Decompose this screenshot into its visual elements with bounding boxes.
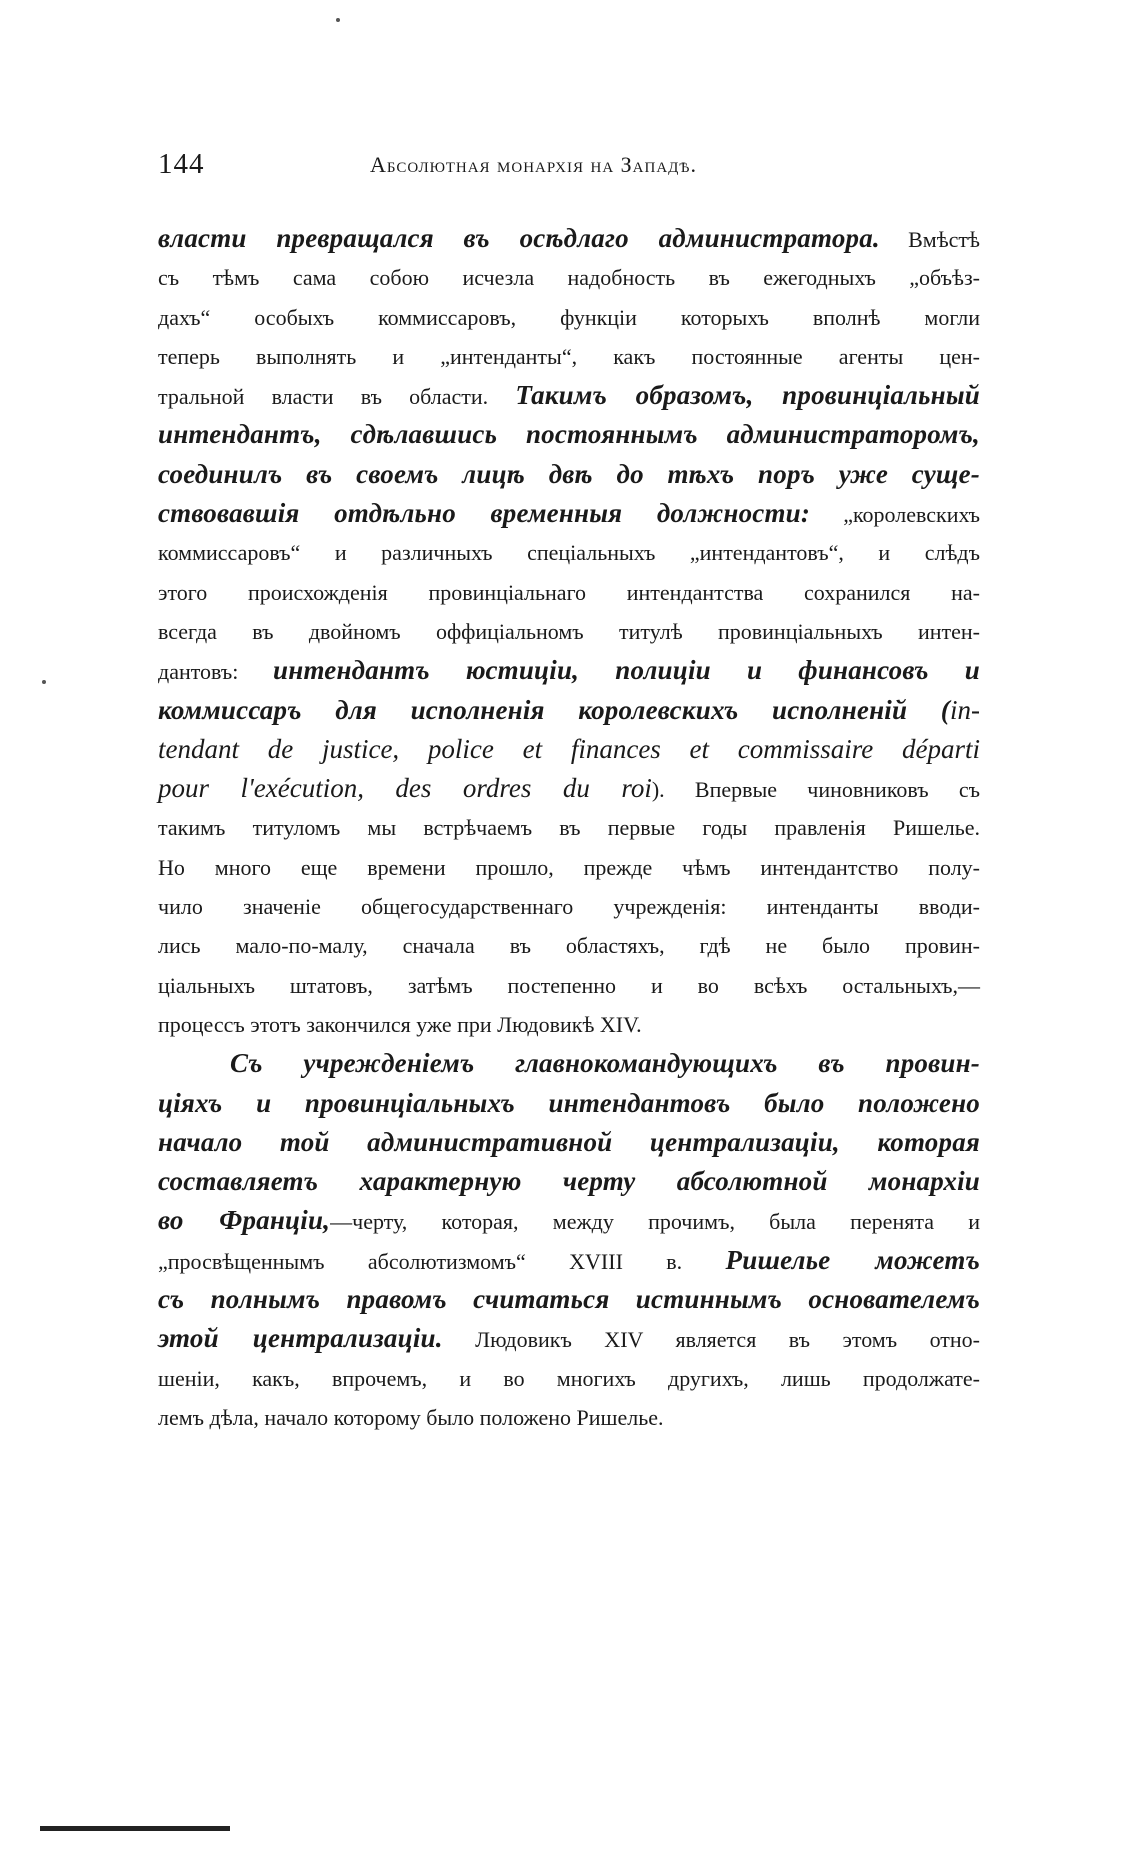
text-line (158, 1319, 980, 1358)
emphasis-run: in- (950, 694, 980, 725)
text-line (158, 573, 980, 612)
text-line (158, 1359, 980, 1398)
text-run: дантовъ: (158, 659, 274, 685)
text-line (158, 1005, 980, 1044)
text-line (158, 298, 980, 337)
emphasis-run: съ полнымъ правомъ считаться истиннымъ основателемъ (158, 1284, 980, 1315)
emphasis-run: этой централизаціи. (158, 1323, 443, 1354)
emphasis-run: tendant de justice, police et finances et commissaire départi (158, 733, 980, 764)
text-run: Вмѣстѣ (879, 227, 980, 252)
emphasis-run: начало той административной централизаціи, которая (158, 1126, 980, 1157)
text-line (158, 887, 980, 926)
text-line (158, 691, 980, 730)
emphasis-run: соединилъ въ своемъ лицѣ двѣ до тѣхъ поръ уже суще- (158, 458, 980, 489)
print-speck (336, 18, 340, 22)
text-line (158, 769, 980, 808)
text-line (158, 1044, 980, 1083)
emphasis-run: Ришелье можетъ (725, 1244, 980, 1275)
text-line (158, 1280, 980, 1319)
text-run: ціальныхъ штатовъ, затѣмъ постепенно и во всѣхъ остальныхъ,— (158, 972, 980, 998)
text-line (158, 455, 980, 494)
text-run: съ тѣмъ сама собою исчезла надобность въ ежегодныхъ „объѣз- (158, 265, 980, 291)
text-line (158, 1398, 980, 1437)
text-run: „просвѣщеннымъ абсолютизмомъ“ XVIII в. (158, 1248, 726, 1274)
text-run: всегда въ двойномъ оффиціальномъ титулѣ провинціальныхъ интен- (158, 618, 980, 644)
emphasis-run: ціяхъ и провинціальныхъ интендантовъ было положено (158, 1087, 980, 1118)
scan-edge-rule (40, 1826, 230, 1831)
running-title: Абсолютная монархія на Западѣ. (370, 152, 697, 177)
text-line (158, 612, 980, 651)
text-run: такимъ титуломъ мы встрѣчаемъ въ первые годы правленія Ришелье. (158, 815, 980, 841)
text-line (158, 1123, 980, 1162)
text-line (158, 1241, 980, 1280)
text-line (158, 848, 980, 887)
text-run: чило значеніе общегосударственнаго учрежденія: интенданты вводи- (158, 894, 980, 920)
text-run: шеніи, какъ, впрочемъ, и во многихъ другихъ, лишь продолжате- (158, 1365, 980, 1391)
emphasis-run: власти превращался въ осѣдлаго администратора. (158, 223, 880, 253)
text-line (158, 376, 980, 415)
text-run: теперь выполнять и „интенданты“, какъ постоянные агенты цен- (158, 343, 980, 369)
body-text (158, 219, 980, 1437)
text-run: —черту, которая, между прочимъ, была перенята и (330, 1209, 981, 1235)
text-line (158, 337, 980, 376)
text-line (158, 730, 980, 769)
page-number: 144 (158, 148, 205, 180)
page-header (158, 148, 980, 192)
text-line (158, 219, 980, 258)
text-line (158, 966, 980, 1005)
emphasis-run: Съ учрежденіемъ главнокомандующихъ въ провин- (230, 1048, 980, 1079)
emphasis-run: составляетъ характерную черту абсолютной монархіи (158, 1166, 980, 1197)
text-line (158, 258, 980, 297)
text-line (158, 494, 980, 533)
emphasis-run: Такимъ образомъ, провинціальный (515, 380, 980, 411)
text-run: процессъ этотъ закончился уже при Людовикѣ XIV. (158, 1011, 642, 1037)
text-run: этого происхожденія провинціальнаго интендантства сохранился на- (158, 579, 980, 605)
text-line (158, 533, 980, 572)
text-run: тральной власти въ области. (158, 384, 516, 410)
text-line (158, 415, 980, 454)
text-run: коммиссаровъ“ и различныхъ спеціальныхъ „интендантовъ“, и слѣдъ (158, 540, 980, 566)
emphasis-run: интендантъ, сдѣлавшись постояннымъ администраторомъ, (158, 419, 980, 450)
emphasis-run: интендантъ юстиціи, полиціи и финансовъ и (273, 655, 980, 686)
text-run: Но много еще времени прошло, прежде чѣмъ интендантство полу- (158, 854, 980, 880)
text-line (158, 1201, 980, 1240)
emphasis-run: pour l'exécution, des ordres du roi (158, 773, 652, 804)
text-run: ). Впервые чиновниковъ съ (651, 777, 980, 803)
text-line (158, 808, 980, 847)
text-run: лись мало-по-малу, сначала въ областяхъ, гдѣ не было провин- (158, 933, 980, 959)
emphasis-run: коммиссаръ для исполненія королевскихъ исполненій ( (158, 694, 950, 725)
text-line (158, 1084, 980, 1123)
text-run: лемъ дѣла, начало которому было положено Ришелье. (158, 1404, 664, 1430)
text-run: „королевскихъ (810, 502, 981, 528)
text-line (158, 651, 980, 690)
text-run: дахъ“ особыхъ коммиссаровъ, функціи которыхъ вполнѣ могли (158, 304, 980, 330)
emphasis-run: ствовавшія отдѣльно временныя должности: (158, 498, 811, 529)
emphasis-run: во Франціи, (158, 1205, 331, 1236)
print-speck (42, 680, 46, 684)
text-line (158, 1162, 980, 1201)
text-line (158, 926, 980, 965)
text-run: Людовикъ XIV является въ этомъ отно- (442, 1327, 980, 1353)
